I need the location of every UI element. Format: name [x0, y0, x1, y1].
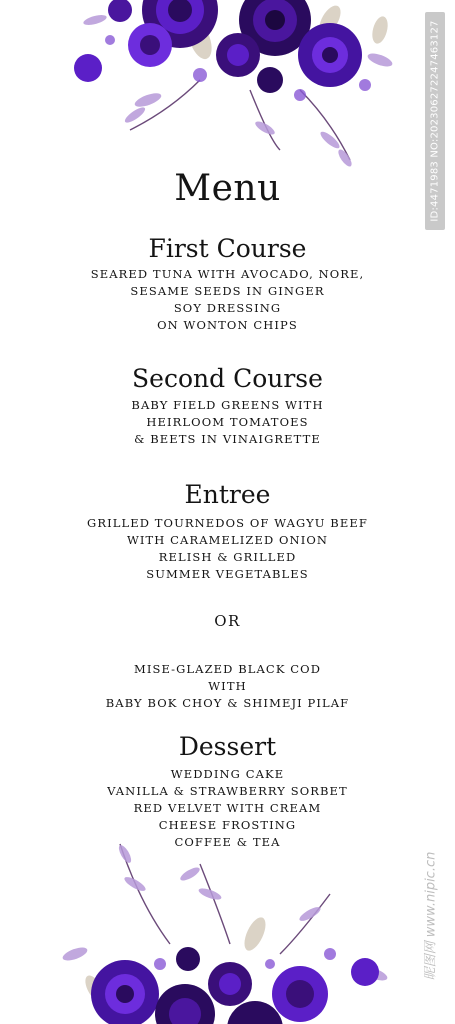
second-course-items: [0, 397, 455, 448]
entree-alternative-items: [0, 661, 455, 712]
menu-item: WEDDING CAKE: [170, 767, 285, 781]
floral-decoration-bottom: [0, 824, 455, 1024]
menu-item: MISE-GLAZED BLACK COD: [133, 662, 322, 676]
menu-item: CHEESE FROSTING: [158, 818, 297, 832]
menu-item: BABY FIELD GREENS WITH: [131, 398, 324, 412]
watermark-site-logo: [413, 810, 449, 1022]
menu-item: VANILLA & STRAWBERRY SORBET: [107, 784, 348, 798]
menu-item: SUMMER VEGETABLES: [146, 567, 309, 581]
menu-item: COFFEE & TEA: [174, 835, 281, 849]
menu-item: ON WONTON CHIPS: [157, 318, 298, 332]
entree-or-divider: OR: [214, 612, 241, 630]
first-course-items: [0, 266, 455, 334]
watermark-id-label: ID:4471983 NO:20230627224746312​7: [425, 12, 445, 230]
menu-item: HEIRLOOM TOMATOES: [146, 415, 309, 429]
menu-item: WITH: [208, 679, 247, 693]
menu-item: & BEETS IN VINAIGRETTE: [134, 432, 321, 446]
menu-item: RED VELVET WITH CREAM: [133, 801, 322, 815]
second-course-heading: Second Course: [132, 364, 323, 393]
entree-heading: Entree: [184, 480, 271, 509]
menu-item: BABY BOK CHOY & SHIMEJI PILAF: [105, 696, 350, 710]
entree-items: [0, 515, 455, 583]
first-course-heading: First Course: [148, 234, 307, 263]
menu-item: SEARED TUNA WITH AVOCADO, NORE,: [90, 267, 365, 281]
menu-title: Menu: [174, 168, 281, 209]
dessert-heading: Dessert: [178, 732, 277, 761]
menu-item: SOY DRESSING: [173, 301, 282, 315]
menu-item: WITH CARAMELIZED ONION: [126, 533, 329, 547]
menu-item: GRILLED TOURNEDOS OF WAGYU BEEF: [87, 516, 368, 530]
svg-text:昵图网 www.nipic.cn: 昵图网 www.nipic.cn: [423, 851, 439, 981]
menu-item: RELISH & GRILLED: [158, 550, 297, 564]
menu-item: SESAME SEEDS IN GINGER: [130, 284, 325, 298]
